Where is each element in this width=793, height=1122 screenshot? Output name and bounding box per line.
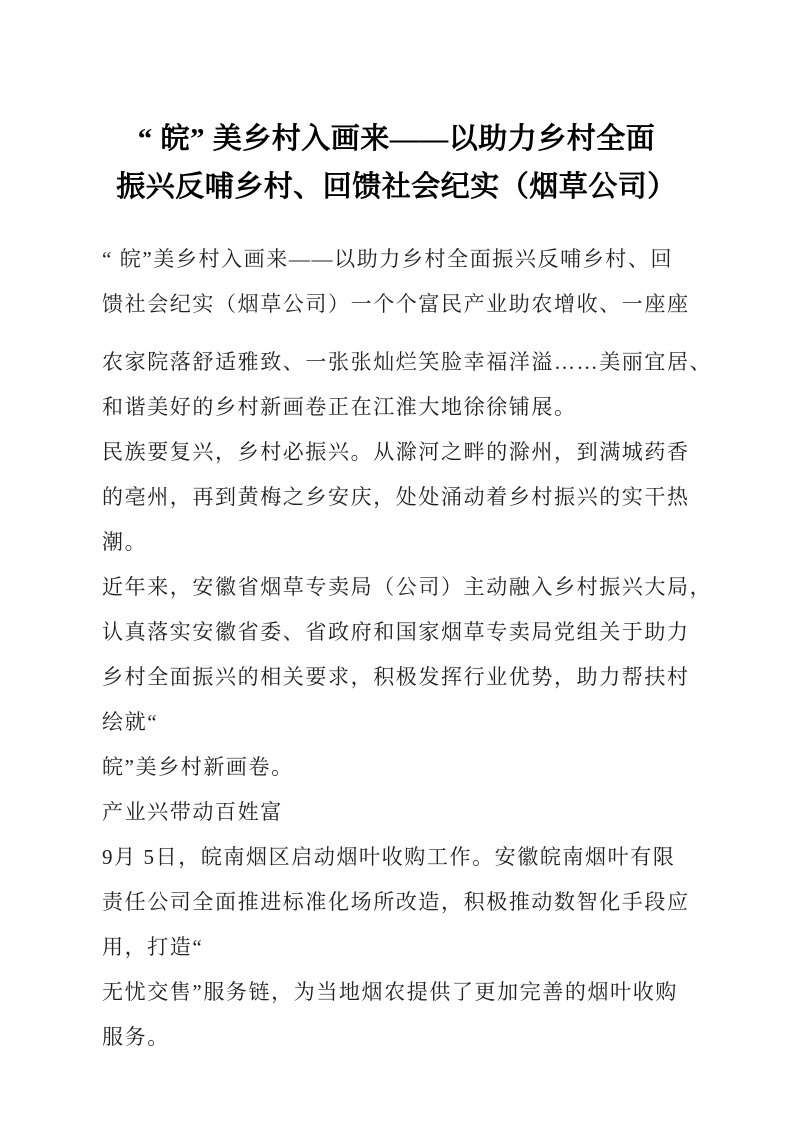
- paragraph-recent-years: [102, 565, 713, 745]
- text-line: 的亳州，再到黄梅之乡安庆，处处涌动着乡村振兴的实干热: [102, 485, 690, 509]
- text-line: “ 皖”美乡村入画来——以助力乡村全面振兴反哺乡村、回: [102, 247, 674, 271]
- paragraph-scenery: [102, 340, 713, 430]
- text-line: 馈社会纪实（烟草公司）一个个富民产业助农增收、一座座: [102, 292, 690, 316]
- paragraph-lead: [102, 237, 697, 327]
- title-line: 振兴反哺乡村、回馈社会纪实（烟草公司）: [116, 171, 677, 203]
- text-line: 潮。: [102, 530, 148, 554]
- document-title: [0, 0, 793, 211]
- text-line: 民族要复兴，乡村必振兴。从滁河之畔的滁州，到满城药香: [102, 440, 690, 464]
- text-line: 和谐美好的乡村新画卷正在江淮大地徐徐铺展。: [102, 395, 577, 419]
- text-line: 9月 5日，皖南烟区启动烟叶收购工作。安徽皖南烟叶有限: [102, 845, 676, 869]
- paragraph-new-picture: [102, 745, 697, 790]
- text-line: 用，打造“: [102, 935, 204, 959]
- text-line: 乡村全面振兴的相关要求，积极发挥行业优势，助力帮扶村: [102, 665, 690, 689]
- text-line: 责任公司全面推进标准化场所改造，积极推动数智化手段应: [102, 890, 690, 914]
- text-line: 绘就“: [102, 710, 159, 734]
- text-line: 认真落实安徽省委、省政府和国家烟草专卖局党组关于助力: [102, 620, 690, 644]
- text-line: 近年来，安徽省烟草专卖局（公司）主动融入乡村振兴大局，: [102, 575, 713, 599]
- text-line: 无忧交售”服务链，为当地烟农提供了更加完善的烟叶收购: [102, 980, 678, 1004]
- text-line: 服务。: [102, 1025, 170, 1049]
- paragraph-revival: [102, 430, 697, 565]
- text-line: 皖”美乡村新画卷。: [102, 755, 294, 779]
- text-line: 农家院落舒适雅致、一张张灿烂笑脸幸福洋溢……美丽宜居、: [102, 350, 713, 374]
- title-line: “ 皖” 美乡村入画来——以助力乡村全面: [137, 123, 656, 155]
- document-body: [0, 211, 793, 1060]
- paragraph-subheading-industry: [102, 790, 697, 835]
- text-line: 产业兴带动百姓富: [102, 800, 283, 824]
- paragraph-service-chain: [102, 970, 697, 1060]
- paragraph-tobacco-purchase: [102, 835, 697, 970]
